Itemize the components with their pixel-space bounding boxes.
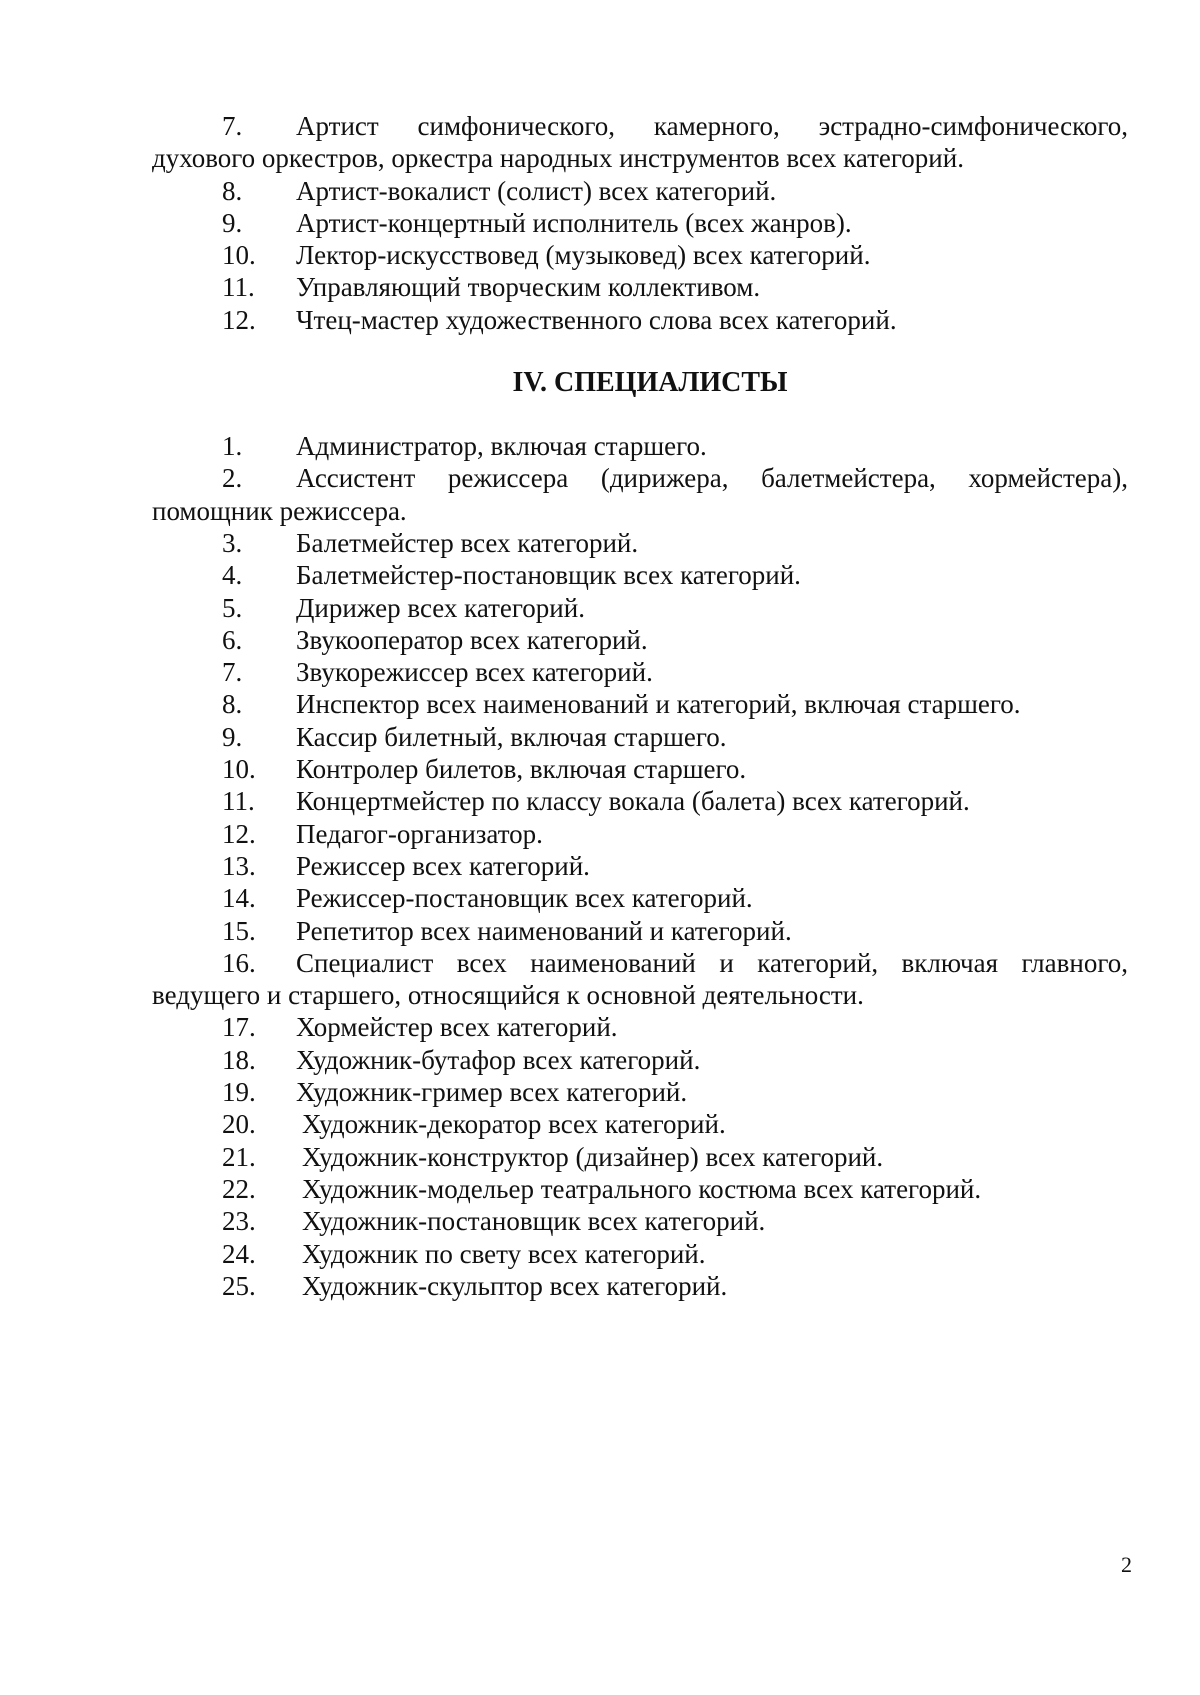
list-item (152, 1011, 1128, 1043)
list-item (152, 175, 1128, 207)
list-item (152, 207, 1128, 239)
item-number: 19. (222, 1077, 256, 1108)
list-item (152, 1173, 1128, 1205)
list-item (152, 947, 1128, 1012)
item-number: 10. (222, 240, 256, 271)
item-number: 17. (222, 1012, 256, 1043)
item-number: 23. (222, 1206, 256, 1237)
item-number: 10. (222, 754, 256, 785)
item-number: 18. (222, 1044, 256, 1075)
item-text: Художник-постановщик всех категорий. (302, 1206, 766, 1237)
item-text: Звукооператор всех категорий. (296, 624, 648, 655)
item-number: 14. (222, 883, 256, 914)
item-text: Художник-скульптор всех категорий. (302, 1270, 728, 1301)
list-item (152, 430, 1128, 462)
item-text: Режиссер-постановщик всех категорий. (296, 883, 753, 914)
item-text: Контролер билетов, включая старшего. (296, 754, 747, 785)
list-item (152, 850, 1128, 882)
list-item (152, 721, 1128, 753)
item-text: Артист симфонического, камерного, эстрадно-симфонического, (296, 111, 1128, 141)
item-text: Дирижер всех категорий. (296, 592, 585, 623)
list-item (152, 915, 1128, 947)
item-number: 24. (222, 1238, 256, 1269)
list-item (152, 239, 1128, 271)
item-text: Специалист всех наименований и категорий, включая главного, (296, 947, 1128, 978)
item-number: 3. (222, 527, 243, 558)
list-item (152, 1108, 1128, 1140)
item-text: Художник-модельер театрального костюма всех категорий. (302, 1173, 982, 1204)
document-page (152, 110, 1128, 1302)
list-item (152, 1238, 1128, 1270)
item-text-continuation: помощник режиссера. (152, 495, 407, 526)
item-number: 9. (222, 721, 243, 752)
list-item (152, 527, 1128, 559)
page-number: 2 (1121, 1552, 1132, 1577)
item-number: 25. (222, 1270, 256, 1301)
item-number: 21. (222, 1141, 256, 1172)
list-item (152, 1270, 1128, 1302)
section-heading: IV. СПЕЦИАЛИСТЫ (512, 367, 788, 399)
list-item (152, 462, 1128, 527)
list-item (152, 1076, 1128, 1108)
item-text: Кассир билетный, включая старшего. (296, 721, 727, 752)
item-number: 11. (222, 786, 255, 817)
list-item (152, 1205, 1128, 1237)
item-text: Ассистент режиссера (дирижера, балетмейстера, хормейстера), (296, 463, 1128, 494)
item-text-continuation: духового оркестров, оркестра народных инструментов всех категорий. (152, 143, 964, 174)
item-number: 12. (222, 818, 256, 849)
item-text-continuation: ведущего и старшего, относящийся к основной деятельности. (152, 980, 864, 1011)
item-text: Хормейстер всех категорий. (296, 1012, 618, 1043)
item-text: Репетитор всех наименований и категорий. (296, 915, 792, 946)
list-item (152, 1141, 1128, 1173)
item-number: 2. (222, 463, 243, 494)
item-text: Артист-вокалист (солист) всех категорий. (296, 175, 777, 206)
list-item (152, 110, 1128, 175)
item-number: 12. (222, 304, 256, 335)
item-number: 16. (222, 947, 256, 978)
item-text: Балетмейстер-постановщик всех категорий. (296, 560, 801, 591)
item-text: Концертмейстер по классу вокала (балета) всех категорий. (296, 786, 970, 817)
list-item (152, 818, 1128, 850)
item-number: 13. (222, 850, 256, 881)
item-text: Управляющий творческим коллективом. (296, 272, 761, 303)
item-text: Художник по свету всех категорий. (302, 1238, 706, 1269)
item-text: Инспектор всех наименований и категорий, включая старшего. (296, 689, 1021, 720)
list-item (152, 753, 1128, 785)
list-item (152, 656, 1128, 688)
item-number: 9. (222, 207, 243, 238)
item-number: 11. (222, 272, 255, 303)
item-number: 8. (222, 175, 243, 206)
list-item (152, 559, 1128, 591)
item-text: Художник-декоратор всех категорий. (302, 1109, 726, 1140)
item-number: 7. (222, 657, 243, 688)
item-number: 20. (222, 1109, 256, 1140)
item-text: Лектор-искусствовед (музыковед) всех категорий. (296, 240, 871, 271)
item-number: 4. (222, 560, 243, 591)
item-text: Чтец-мастер художественного слова всех категорий. (296, 304, 897, 335)
item-number: 1. (222, 431, 243, 462)
item-text: Художник-конструктор (дизайнер) всех категорий. (302, 1141, 884, 1172)
item-text: Художник-бутафор всех категорий. (296, 1044, 701, 1075)
item-number: 8. (222, 689, 243, 720)
list-item (152, 1044, 1128, 1076)
item-number: 15. (222, 915, 256, 946)
item-number: 22. (222, 1173, 256, 1204)
list-item (152, 785, 1128, 817)
list-item (152, 304, 1128, 336)
item-text: Артист-концертный исполнитель (всех жанров). (296, 207, 852, 238)
item-text: Педагог-организатор. (296, 818, 543, 849)
list-item (152, 592, 1128, 624)
list-item (152, 688, 1128, 720)
list-item (152, 624, 1128, 656)
item-number: 7. (222, 111, 243, 141)
item-number: 6. (222, 624, 243, 655)
list-item (152, 882, 1128, 914)
list-item (152, 271, 1128, 303)
item-text: Балетмейстер всех категорий. (296, 527, 639, 558)
item-text: Звукорежиссер всех категорий. (296, 657, 653, 688)
item-number: 5. (222, 592, 243, 623)
item-text: Художник-гример всех категорий. (296, 1077, 688, 1108)
item-text: Администратор, включая старшего. (296, 431, 707, 462)
item-text: Режиссер всех категорий. (296, 850, 590, 881)
